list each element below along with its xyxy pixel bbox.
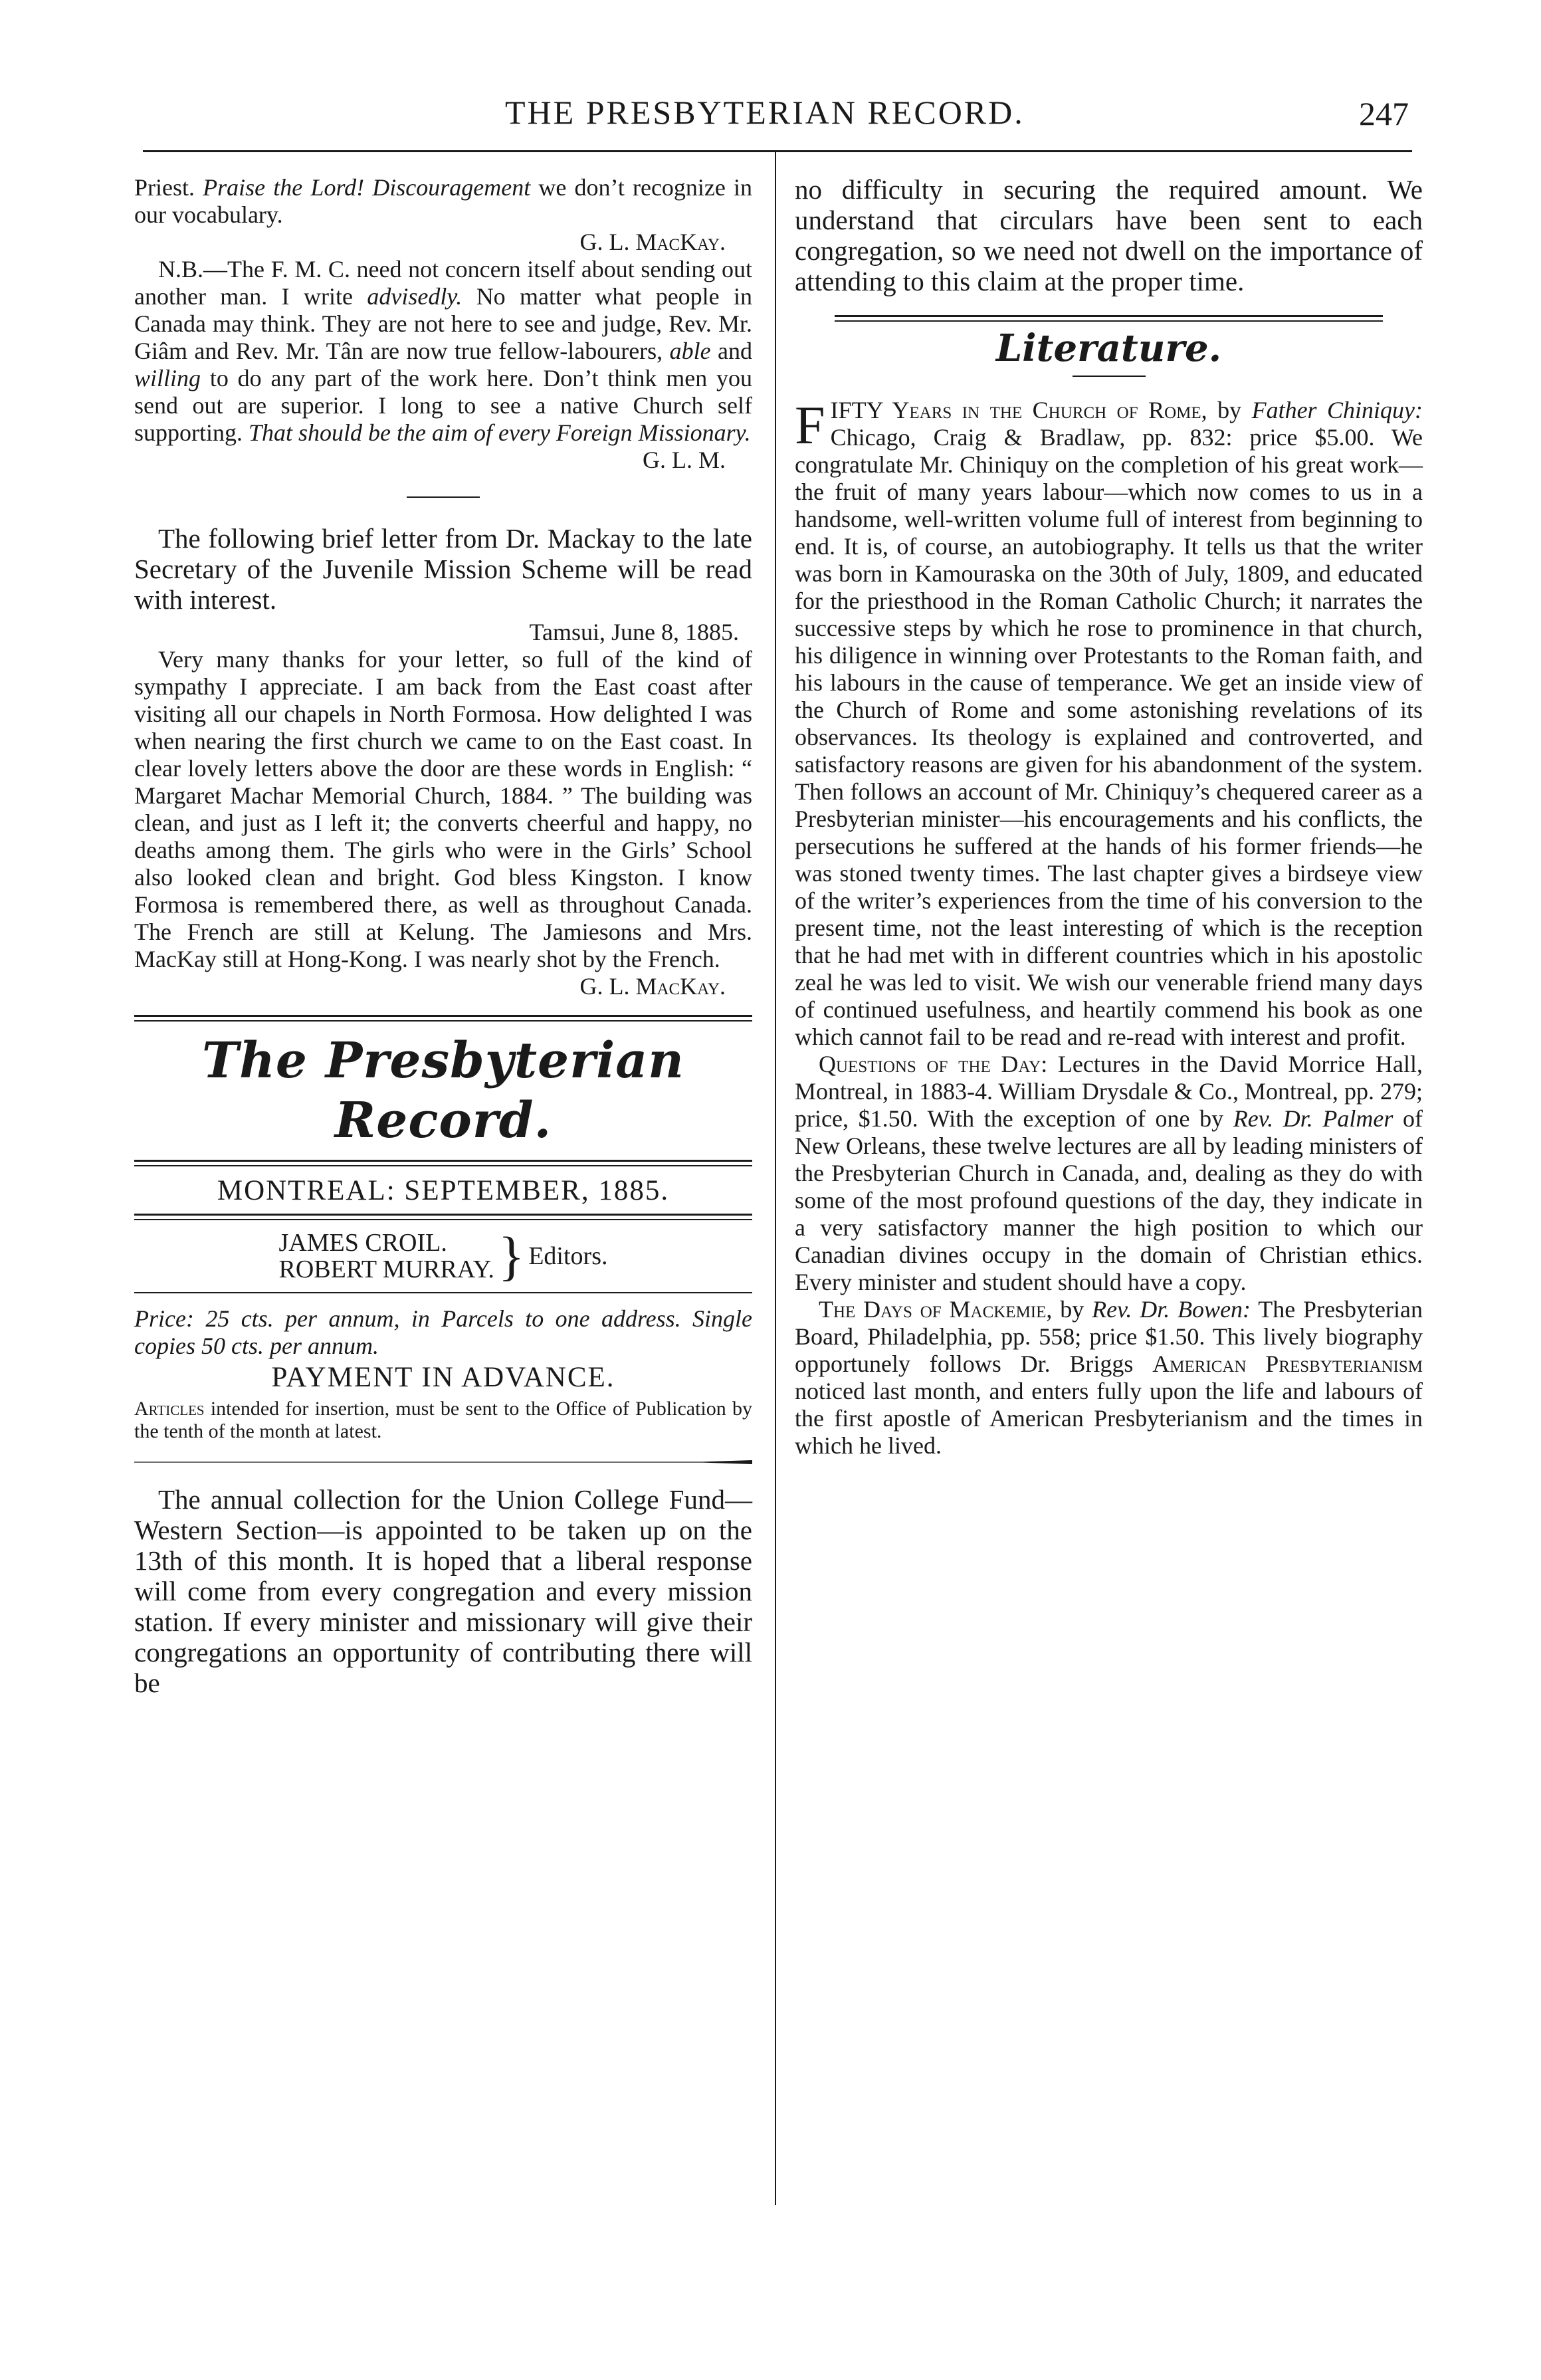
header-rule [143,150,1412,152]
column-divider [775,152,776,2205]
publication-title: THE PRESBYTERIAN RECORD. [505,94,1025,131]
continued-paragraph: no difficulty in securing the required amount. We understand that circulars have been sent to each congregation, so we need not dwell on the importance of attending to this claim at the proper time. [795,174,1423,296]
left-column [134,174,752,1698]
signature: G. L. MacKay. [579,229,726,255]
section-rule [407,496,480,498]
subscription-price: Price: 25 cts. per annum, in Parcels to one address. Single copies 50 cts. per annum. [134,1305,752,1359]
articles-notice: Articles intended for insertion, must be sent to the Office of Publication by the tenth of the month at latest. [134,1398,753,1442]
right-column [795,174,1423,1460]
editors-block [134,1226,752,1286]
payment-notice: PAYMENT IN ADVANCE. [271,1362,615,1393]
postscript-paragraph: N.B.—The F. M. C. need not concern itself about sending out another man. I write advisedly. No matter what people in Canada may think. They are not here to see and judge, Rev. Mr. Giâm and Rev. Mr. Tân are now true fellow-labourers, able and willing to do any part of the work here. Don’t think men you send out are superior. I long to see a native Church self supporting. That should be the aim of every Foreign Missionary. [134,256,753,446]
collection-notice: The annual collection for the Union College Fund—Western Section—is appointed to be taken up on the 13th of this month. It is hoped that a liberal response will come from every congregation and every mission station. If every minister and missionary will give their congregations an opportunity of contributing there will be [134,1484,752,1698]
editors-rule [134,1292,752,1293]
masthead-top-rule [134,1015,752,1022]
editors-label: Editors. [528,1242,608,1270]
letter-signature: G. L. MacKay. [579,973,726,1000]
running-head [153,93,1409,140]
review-days-of-mackemie: The Days of Mackemie, by Rev. Dr. Bowen: The Presbyterian Board, Philadelphia, pp. 558; price $1.50. This lively biography opportunely follows Dr. Briggs American Presbyterianism noticed last month, and enters fully upon the life and labours of the first apostle of American Presbyterianism and the times in which he lived. [795,1296,1423,1459]
literature-heading: Literature. [995,326,1222,370]
section-end-rule [134,1460,752,1464]
letter-closing-paragraph: Priest. Praise the Lord! Discouragement we don’t recognize in our vocabulary. [134,174,753,228]
dateline-rule [134,1214,752,1220]
page-number: 247 [1359,95,1409,132]
signature-initials: G. L. M. [643,447,726,473]
masthead-rule [134,1160,752,1166]
letter-body: Very many thanks for your letter, so full of the kind of sympathy I appreciate. I am back from the East coast after visiting all our chapels in North Formosa. How delighted I was when nearing the first church we came to on the East coast. In clear lovely letters above the door are these words in English: “ Margaret Machar Memorial Church, 1884. ” The building was clean, and just as I left it; the converts cheerful and happy, no deaths among them. The girls who were in the Girls’ School also looked clean and bright. God bless Kingston. I know Formosa is remembered there, as well as throughout Canada. The French are still at Kelung. The Jamiesons and Mrs. MacKay still at Hong-Kong. I was nearly shot by the French. [134,646,752,972]
masthead-title: The Presbyterian Record. [202,1032,684,1149]
drop-cap: F [795,395,825,455]
letter-introduction: The following brief letter from Dr. Mackay to the late Secretary of the Juvenile Mission Scheme will be read with interest. [134,523,752,615]
review-questions-of-the-day: Questions of the Day: Lectures in the David Morrice Hall, Montreal, in 1883-4. William Drysdale & Co., Montreal, pp. 279; price, $1.50. With the exception of one by Rev. Dr. Palmer of New Orleans, these twelve lectures are all by leading ministers of the Presbyterian Church in Canada, and, dealing as they do with some of the most profound questions of the day, they indicate in a very satisfactory manner the high position to which our Canadian divines occupy in the domain of Christian ethics. Every minister and student should have a copy. [795,1051,1423,1295]
letter-dateline: Tamsui, June 8, 1885. [529,619,739,645]
heading-rule [1073,376,1146,377]
editor-name: JAMES CROIL. [278,1229,447,1257]
issue-dateline: MONTREAL: SEPTEMBER, 1885. [217,1175,670,1206]
editor-name: ROBERT MURRAY. [278,1255,494,1283]
brace-glyph: } [498,1226,525,1286]
section-rule [835,315,1383,322]
review-fifty-years: F IFTY Years in the Church of Rome, by Father Chiniquy: Chicago, Craig & Bradlaw, pp. 832: price $5.00. We congratulate Mr. Chiniquy on the completion of his great work—the fruit of many years labour—which now comes to us in a handsome, well-written volume full of interest from beginning to end. It is, of course, an autobiography. It tells us that the writer was born in Kamouraska on the 30th of July, 1809, and educated for the priesthood in the Roman Catholic Church; it narrates the successive steps by which he rose to prominence in that church, his diligence in winning over Protestants to the Roman faith, and his labours in the cause of temperance. We get an inside view of the Church of Rome and some astonishing revelations of its observances. Its theology is explained and controverted, and satisfactory reasons are given for his abandonment of the system. Then follows an account of Mr. Chiniquy’s chequered career as a Presbyterian minister—his encouragements and his conflicts, the persecutions he suffered at the hands of his former friends—he was stoned twenty times. The last chapter gives a birdseye view of the writer’s experiences from the time of his conversion to the present time, not the least interesting of which is the reception that he had met with in different countries which in his apostolic zeal he was led to visit. We wish our venerable friend many days of continued usefulness, and heartily commend his book as one which cannot fail to be read and re-read with interest and profit. [795,395,1423,1050]
